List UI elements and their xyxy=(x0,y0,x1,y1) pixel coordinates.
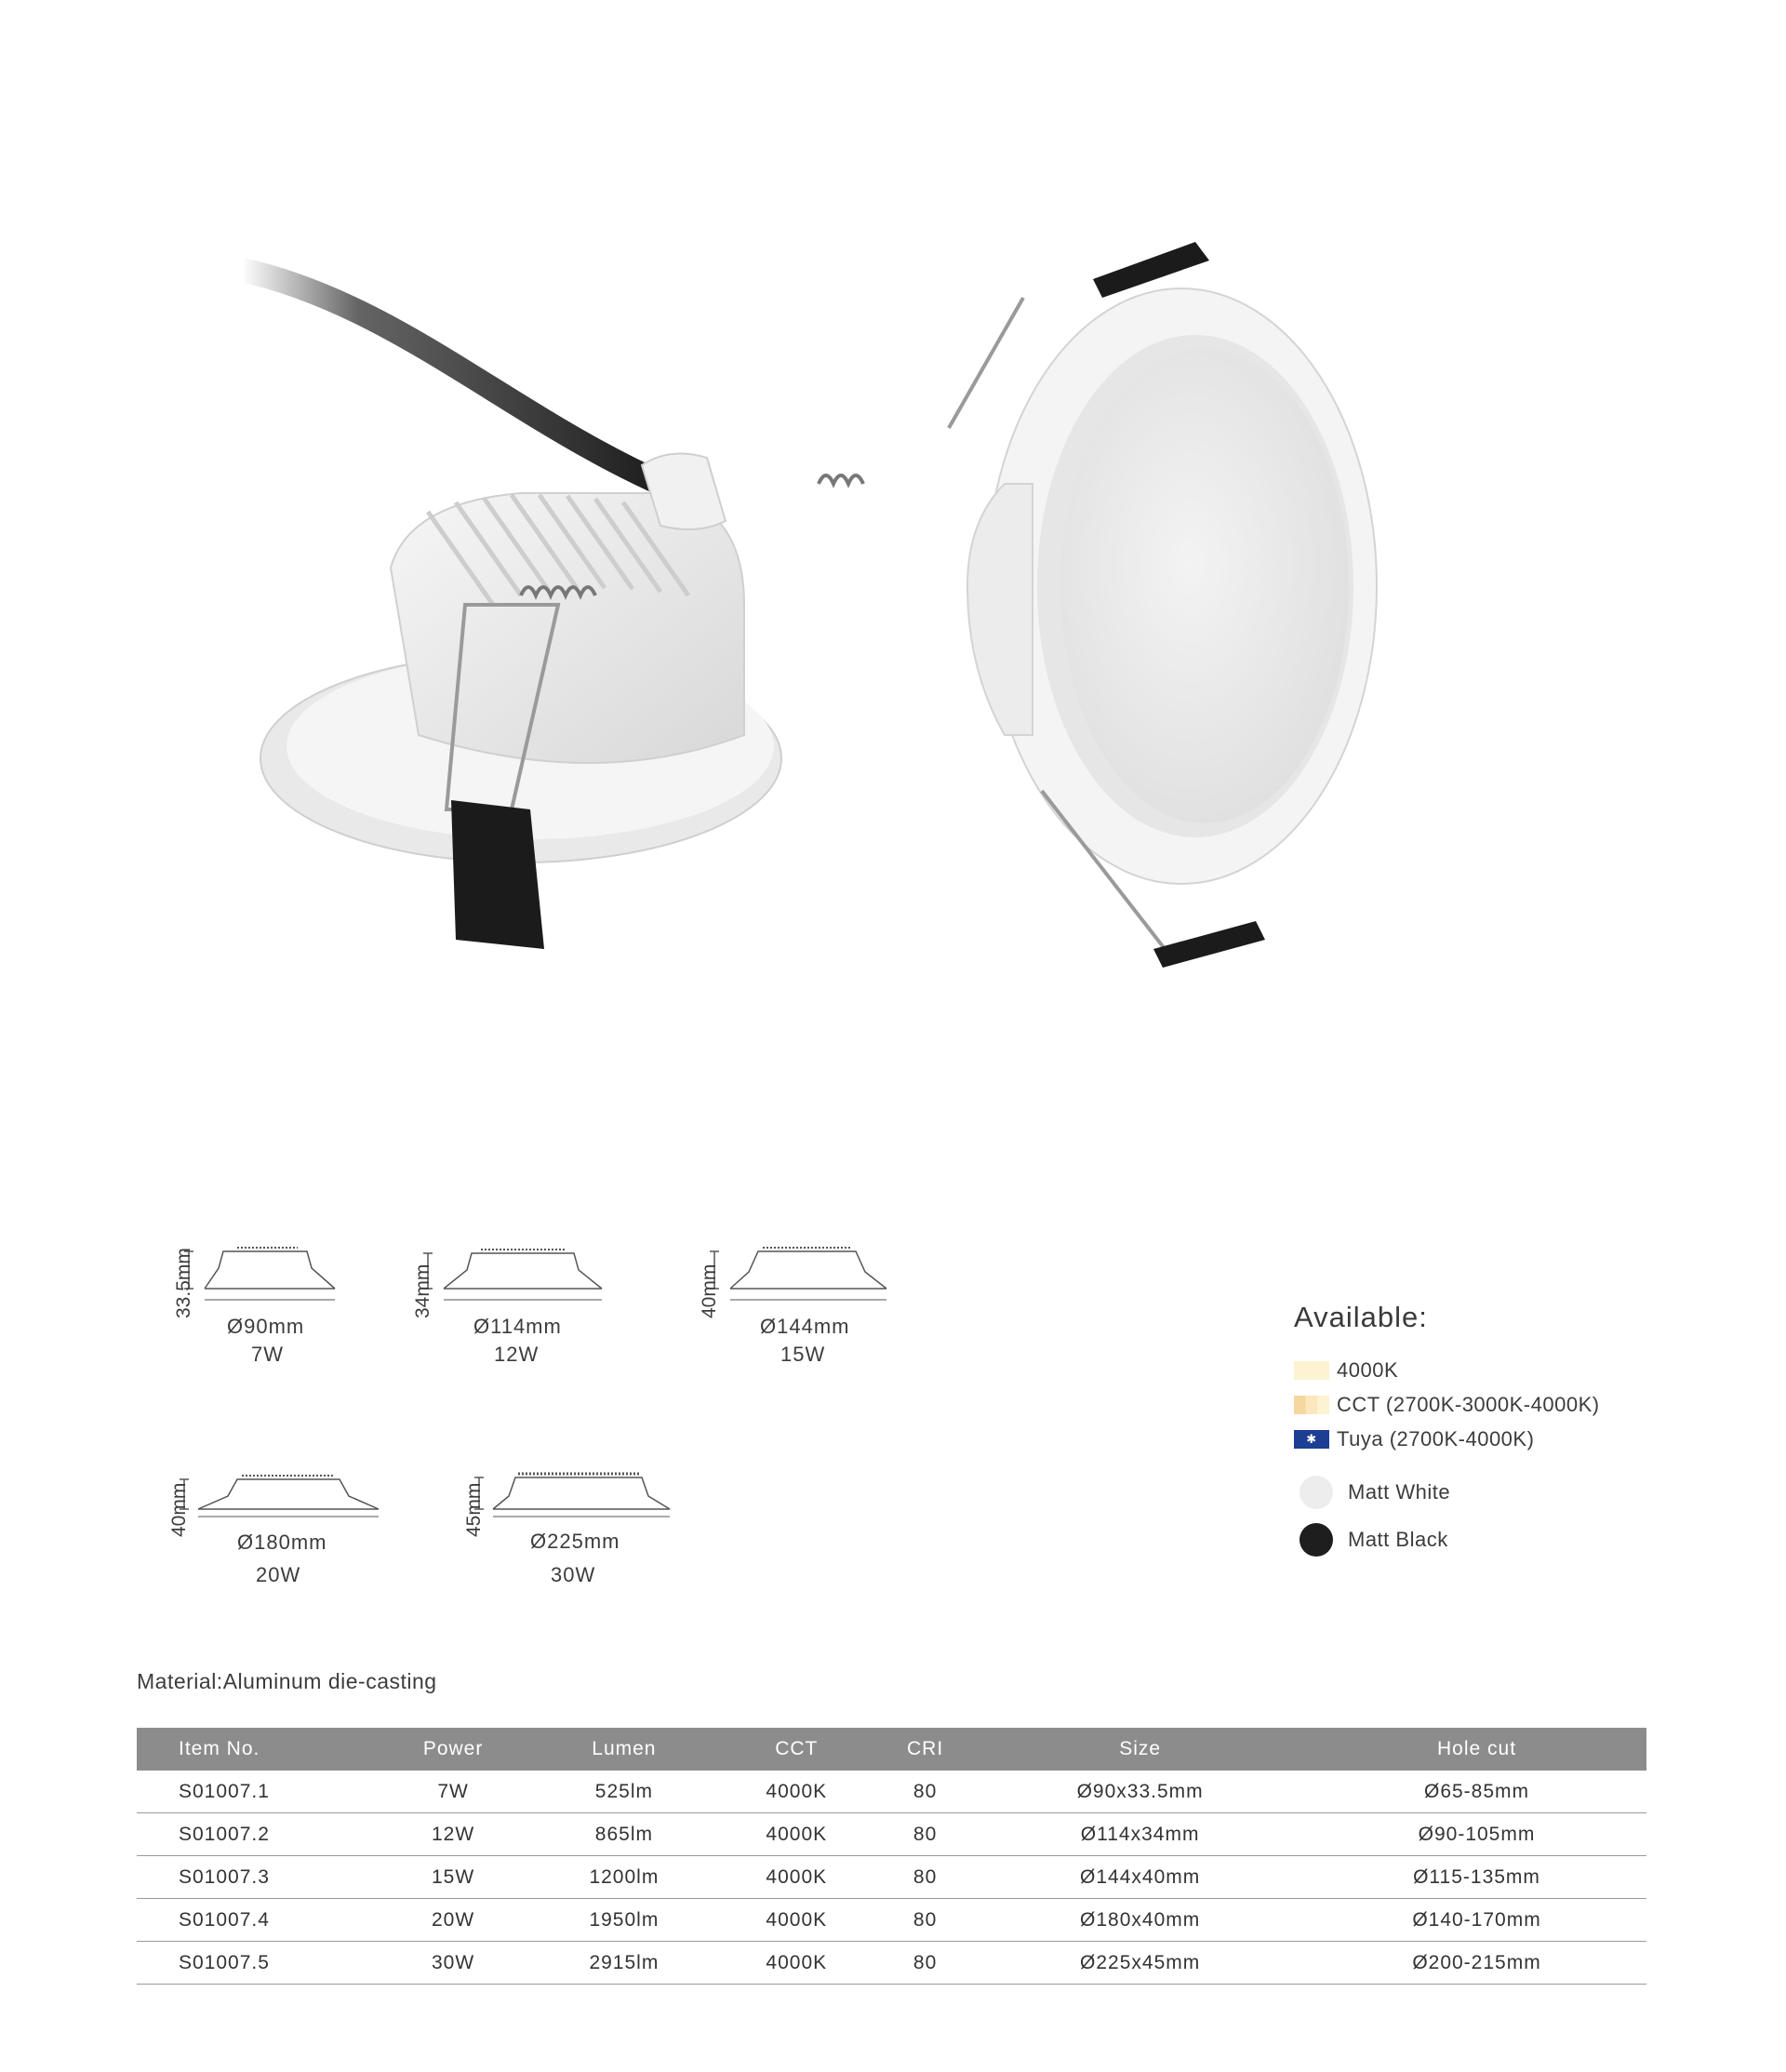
table-cell: 30W xyxy=(374,1942,532,1985)
luminaire-profile-icon xyxy=(458,1451,681,1535)
table-cell: 7W xyxy=(374,1771,532,1813)
power-label: 20W xyxy=(256,1563,301,1586)
option-cct xyxy=(1294,1387,1685,1422)
table-cell: 2915lm xyxy=(532,1942,715,1985)
dimension-drawing-30w xyxy=(458,1451,672,1591)
bluetooth-icon: ✱ xyxy=(1294,1430,1329,1449)
luminaire-profile-icon xyxy=(407,1233,611,1317)
option-4000k xyxy=(1294,1353,1685,1387)
table-cell: 80 xyxy=(877,1899,973,1942)
height-label: 33.5mm xyxy=(173,1248,194,1318)
dimension-drawing-12w xyxy=(407,1233,620,1372)
column-header: Item No. xyxy=(137,1728,374,1771)
table-row xyxy=(137,1942,1646,1985)
finish-matt-white xyxy=(1294,1468,1685,1516)
column-header: Power xyxy=(374,1728,532,1771)
table-cell: Ø140-170mm xyxy=(1307,1899,1646,1942)
diameter-label: Ø144mm xyxy=(760,1315,850,1338)
power-label: 12W xyxy=(494,1343,540,1366)
table-cell: 20W xyxy=(374,1899,532,1942)
diameter-label: Ø90mm xyxy=(227,1315,305,1338)
table-cell: 15W xyxy=(374,1856,532,1899)
table-cell: Ø144x40mm xyxy=(973,1856,1307,1899)
height-label: 34mm xyxy=(412,1263,433,1318)
table-cell: 80 xyxy=(877,1942,973,1985)
diameter-label: Ø225mm xyxy=(530,1530,620,1553)
height-label: 40mm xyxy=(699,1263,720,1318)
finish-label: Matt Black xyxy=(1348,1527,1448,1551)
color-swatch xyxy=(1294,1361,1329,1380)
height-label: 40mm xyxy=(168,1482,190,1537)
option-label: Tuya (2700K-4000K) xyxy=(1337,1426,1535,1450)
table-cell: 4000K xyxy=(716,1771,877,1813)
table-header-row xyxy=(137,1728,1646,1771)
height-label: 45mm xyxy=(463,1482,485,1537)
table-cell: Ø65-85mm xyxy=(1307,1771,1646,1813)
diameter-label: Ø114mm xyxy=(473,1315,562,1338)
table-cell: S01007.5 xyxy=(137,1942,374,1985)
luminaire-profile-icon xyxy=(163,1451,386,1535)
option-tuya xyxy=(1294,1422,1685,1456)
luminaire-profile-icon xyxy=(693,1233,898,1317)
column-header: Lumen xyxy=(532,1728,715,1771)
table-cell: S01007.3 xyxy=(137,1856,374,1899)
power-label: 30W xyxy=(551,1563,596,1586)
power-label: 7W xyxy=(251,1343,284,1366)
column-header: CCT xyxy=(716,1728,877,1771)
table-cell: 525lm xyxy=(532,1771,715,1813)
color-swatch xyxy=(1294,1396,1329,1414)
finish-swatch xyxy=(1300,1476,1333,1509)
option-label: 4000K xyxy=(1337,1357,1399,1382)
table-row xyxy=(137,1856,1646,1899)
table-cell: 1950lm xyxy=(532,1899,715,1942)
table-cell: 4000K xyxy=(716,1899,877,1942)
table-cell: Ø115-135mm xyxy=(1307,1856,1646,1899)
finish-label: Matt White xyxy=(1348,1479,1451,1504)
power-label: 15W xyxy=(780,1343,826,1366)
table-cell: S01007.1 xyxy=(137,1771,374,1813)
table-cell: 12W xyxy=(374,1813,532,1856)
table-cell: 4000K xyxy=(716,1813,877,1856)
downlight-product-photo-icon xyxy=(223,214,1507,977)
table-cell: Ø90x33.5mm xyxy=(973,1771,1307,1813)
table-cell: 80 xyxy=(877,1813,973,1856)
diameter-label: Ø180mm xyxy=(237,1531,327,1554)
available-title: Available: xyxy=(1294,1301,1428,1333)
column-header: CRI xyxy=(877,1728,973,1771)
spec-table xyxy=(137,1728,1646,1985)
table-cell: 4000K xyxy=(716,1856,877,1899)
table-cell: Ø225x45mm xyxy=(973,1942,1307,1985)
option-label: CCT (2700K-3000K-4000K) xyxy=(1337,1392,1600,1416)
table-cell: 80 xyxy=(877,1856,973,1899)
column-header: Hole cut xyxy=(1307,1728,1646,1771)
table-cell: 80 xyxy=(877,1771,973,1813)
available-options xyxy=(1294,1301,1685,1563)
table-cell: Ø180x40mm xyxy=(973,1899,1307,1942)
table-row xyxy=(137,1899,1646,1942)
table-cell: Ø90-105mm xyxy=(1307,1813,1646,1856)
table-cell: Ø200-215mm xyxy=(1307,1942,1646,1985)
luminaire-profile-icon xyxy=(167,1233,353,1317)
dimension-drawing-7w xyxy=(167,1233,381,1372)
table-cell: 865lm xyxy=(532,1813,715,1856)
table-cell: S01007.4 xyxy=(137,1899,374,1942)
finish-swatch xyxy=(1300,1523,1333,1557)
column-header: Size xyxy=(973,1728,1307,1771)
table-cell: 1200lm xyxy=(532,1856,715,1899)
table-row xyxy=(137,1813,1646,1856)
dimension-drawing-15w xyxy=(693,1233,907,1372)
table-cell: Ø114x34mm xyxy=(973,1813,1307,1856)
product-photo xyxy=(223,214,1507,977)
finish-matt-black xyxy=(1294,1516,1685,1563)
dimension-drawing-20w xyxy=(163,1451,377,1591)
material-text: Material:Aluminum die-casting xyxy=(137,1669,437,1693)
table-cell: S01007.2 xyxy=(137,1813,374,1856)
table-cell: 4000K xyxy=(716,1942,877,1985)
table-row xyxy=(137,1771,1646,1813)
